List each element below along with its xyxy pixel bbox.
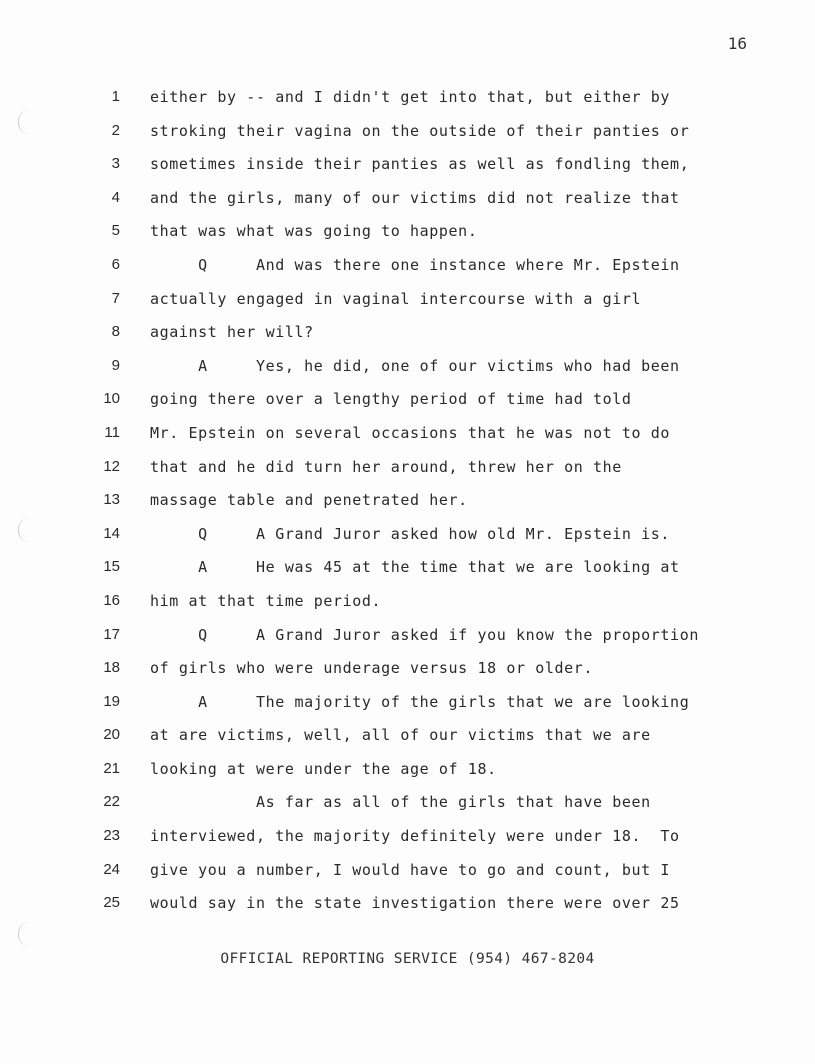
transcript-line: him at that time period. — [150, 591, 382, 610]
line-number: 17 — [103, 625, 120, 643]
line-number: 8 — [111, 323, 120, 341]
punch-hole-mark — [18, 110, 29, 134]
line-number: 22 — [103, 793, 120, 811]
transcript-body — [150, 86, 770, 926]
transcript-line: sometimes inside their panties as well as fondling them, — [150, 155, 690, 174]
line-number: 23 — [103, 827, 120, 845]
transcript-line: and the girls, many of our victims did not realize that — [150, 188, 680, 207]
line-number: 21 — [103, 759, 120, 777]
line-number: 18 — [103, 659, 120, 677]
line-number: 9 — [111, 356, 120, 374]
line-number: 5 — [111, 222, 120, 240]
line-number: 2 — [111, 121, 120, 139]
transcript-line: either by -- and I didn't get into that, but either by — [150, 88, 671, 106]
line-number: 24 — [103, 860, 120, 878]
line-number: 20 — [103, 726, 120, 744]
reporting-service-footer: OFFICIAL REPORTING SERVICE (954) 467-8204 — [220, 951, 595, 967]
line-number: 13 — [103, 491, 120, 509]
line-number: 19 — [103, 692, 120, 710]
transcript-line: As far as all of the girls that have been — [150, 793, 651, 812]
line-number: 11 — [104, 423, 120, 441]
transcript-line: that and he did turn her around, threw her on the — [150, 457, 622, 476]
page-number: 16 — [727, 34, 747, 53]
line-number: 15 — [103, 558, 120, 576]
transcript-line: would say in the state investigation there were over 25 — [150, 894, 680, 913]
line-number: 6 — [111, 255, 120, 273]
line-number: 12 — [103, 457, 120, 475]
line-number: 10 — [103, 390, 120, 408]
transcript-line: Q And was there one instance where Mr. Epstein — [150, 255, 680, 274]
transcript-line: A Yes, he did, one of our victims who had been — [150, 356, 680, 375]
line-number: 7 — [111, 289, 120, 307]
transcript-line: going there over a lengthy period of time had told — [150, 390, 632, 409]
line-number: 1 — [111, 88, 120, 105]
line-number: 3 — [111, 155, 120, 173]
line-number: 14 — [103, 524, 120, 542]
transcript-line: looking at were under the age of 18. — [150, 759, 497, 778]
transcript-line: Q A Grand Juror asked how old Mr. Epstein is. — [150, 524, 671, 543]
punch-hole-mark — [18, 518, 29, 542]
line-number: 4 — [111, 188, 120, 206]
transcript-line: massage table and penetrated her. — [150, 491, 468, 510]
transcript-line: interviewed, the majority definitely were under 18. To — [150, 827, 680, 846]
line-number: 25 — [103, 894, 120, 912]
transcript-line: that was what was going to happen. — [150, 222, 478, 241]
transcript-line: stroking their vagina on the outside of their panties or — [150, 121, 690, 140]
transcript-line: A The majority of the girls that we are looking — [150, 692, 690, 711]
line-number: 16 — [103, 591, 120, 609]
transcript-line: of girls who were underage versus 18 or older. — [150, 659, 594, 678]
transcript-line: Q A Grand Juror asked if you know the proportion — [150, 625, 699, 644]
transcript-line: against her will? — [150, 323, 314, 342]
transcript-line: actually engaged in vaginal intercourse with a girl — [150, 289, 642, 308]
line-number-column — [90, 86, 120, 926]
punch-hole-mark — [18, 922, 29, 946]
transcript-line: Mr. Epstein on several occasions that he was not to do — [150, 423, 671, 442]
transcript-line: at are victims, well, all of our victims that we are — [150, 726, 651, 745]
transcript-line: give you a number, I would have to go and count, but I — [150, 860, 671, 879]
transcript-line: A He was 45 at the time that we are looking at — [150, 558, 680, 577]
